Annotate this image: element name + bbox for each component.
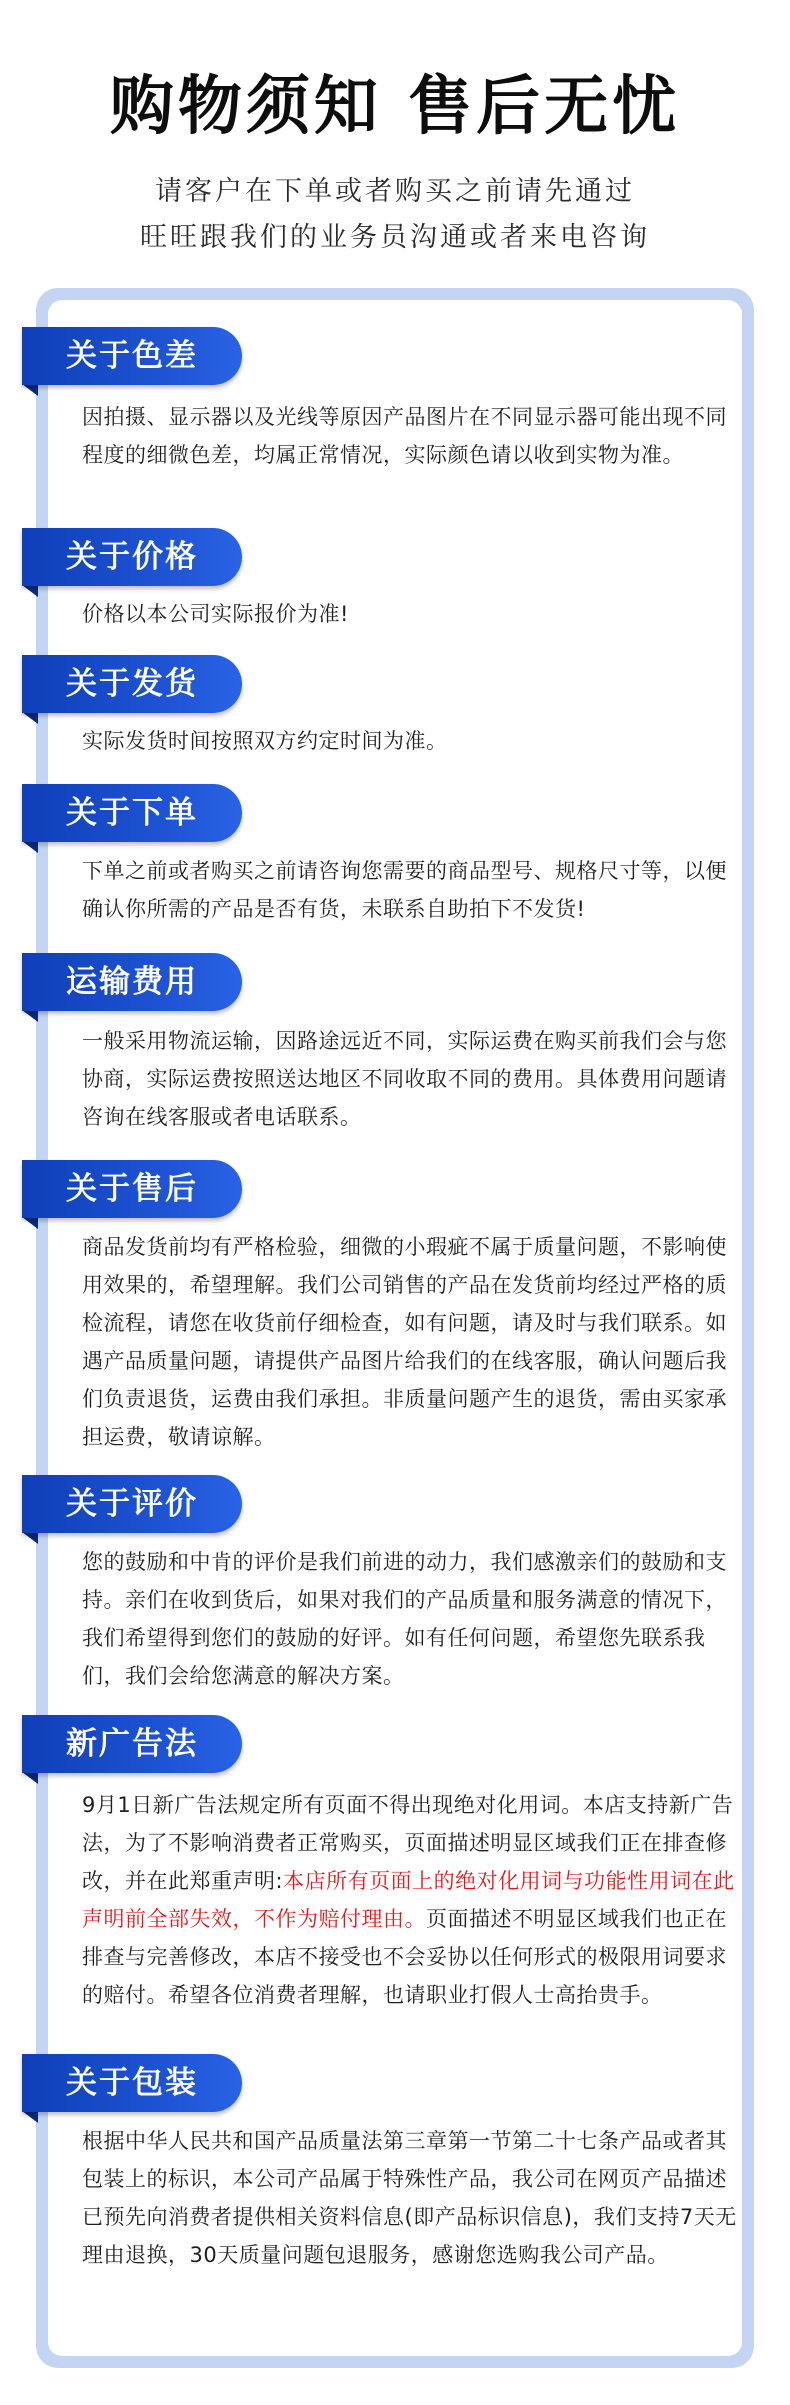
section-text: 价格以本公司实际报价为准! <box>82 602 349 626</box>
section-text: 实际发货时间按照双方约定时间为准。 <box>82 729 448 753</box>
section-text: 您的鼓励和中肯的评价是我们前进的动力，我们感激亲们的鼓励和支持。亲们在收到货后，如果对我们的产品质量和服务满意的情况下，我们希望得到您们的鼓励的好评。如有任何问题，希望您先联系我们，我们会给您满意的解决方案。 <box>82 1550 727 1688</box>
section-tag: 关于售后 <box>22 1160 242 1218</box>
tag-fold <box>22 1532 38 1544</box>
tag-fold <box>22 384 38 396</box>
section-text: 下单之前或者购买之前请咨询您需要的商品型号、规格尺寸等，以便确认你所需的产品是否有货，未联系自助拍下不发货! <box>82 859 727 921</box>
section-text: 根据中华人民共和国产品质量法第三章第一节第二十七条产品或者其包装上的标识，本公司产品属于特殊性产品，我公司在网页产品描述已预先向消费者提供相关资料信息(即产品标识信息)，我们支持7天无理由退换，30天质量问题包退服务，感谢您选购我公司产品。 <box>82 2129 737 2267</box>
page-title: 购物须知 售后无忧 <box>109 70 681 144</box>
ad-law-text-after: 页面描述不明显区域我们也正在排查与完善修改，本店不接受也不会妥协以任何形式的极限用词要求的赔付。希望各位消费者理解，也请职业打假人士高抬贵手。 <box>82 1907 727 2007</box>
tag-fold <box>22 1217 38 1229</box>
section-text: 商品发货前均有严格检验，细微的小瑕疵不属于质量问题，不影响使用效果的，希望理解。我们公司销售的产品在发货前均经过严格的质检流程，请您在收货前仔细检查，如有问题，请及时与我们联系。如遇产品质量问题，请提供产品图片给我们的在线客服，确认问题后我们负责退货，运费由我们承担。非质量问题产生的退货，需由买家承担运费，敬请谅解。 <box>82 1235 727 1449</box>
page-subtitle-line2: 旺旺跟我们的业务员沟通或者来电咨询 <box>140 222 650 253</box>
tag-fold <box>22 1772 38 1784</box>
section-tag: 关于价格 <box>22 528 242 586</box>
section-tag: 关于评价 <box>22 1475 242 1533</box>
ad-law-disclaimer-highlight: 本店所有页面上的绝对化用词与功能性用词在此声明前全部失效，不作为赔付理由。 <box>82 1869 735 1931</box>
section-text: 因拍摄、显示器以及光线等原因产品图片在不同显示器可能出现不同程度的细微色差，均属正常情况，实际颜色请以收到实物为准。 <box>82 405 727 467</box>
ad-law-text-before: 9月1日新广告法规定所有页面不得出现绝对化用词。本店支持新广告法，为了不影响消费者正常购买，页面描述明显区域我们正在排查修改，并在此郑重声明: <box>82 1793 734 1893</box>
section-tag: 新广告法 <box>22 1715 242 1773</box>
section-tag: 关于发货 <box>22 655 242 713</box>
section-tag: 运输费用 <box>22 953 242 1011</box>
tag-fold <box>22 841 38 853</box>
section-tag: 关于下单 <box>22 784 242 842</box>
tag-fold <box>22 585 38 597</box>
tag-fold <box>22 712 38 724</box>
section-text <box>82 1786 742 2014</box>
page-subtitle-line1: 请客户在下单或者购买之前请先通过 <box>155 176 635 207</box>
tag-fold <box>22 1010 38 1022</box>
section-tag: 关于色差 <box>22 327 242 385</box>
section-tag: 关于包装 <box>22 2054 242 2112</box>
tag-fold <box>22 2111 38 2123</box>
section-text: 一般采用物流运输，因路途远近不同，实际运费在购买前我们会与您协商，实际运费按照送达地区不同收取不同的费用。具体费用问题请咨询在线客服或者电话联系。 <box>82 1029 727 1129</box>
